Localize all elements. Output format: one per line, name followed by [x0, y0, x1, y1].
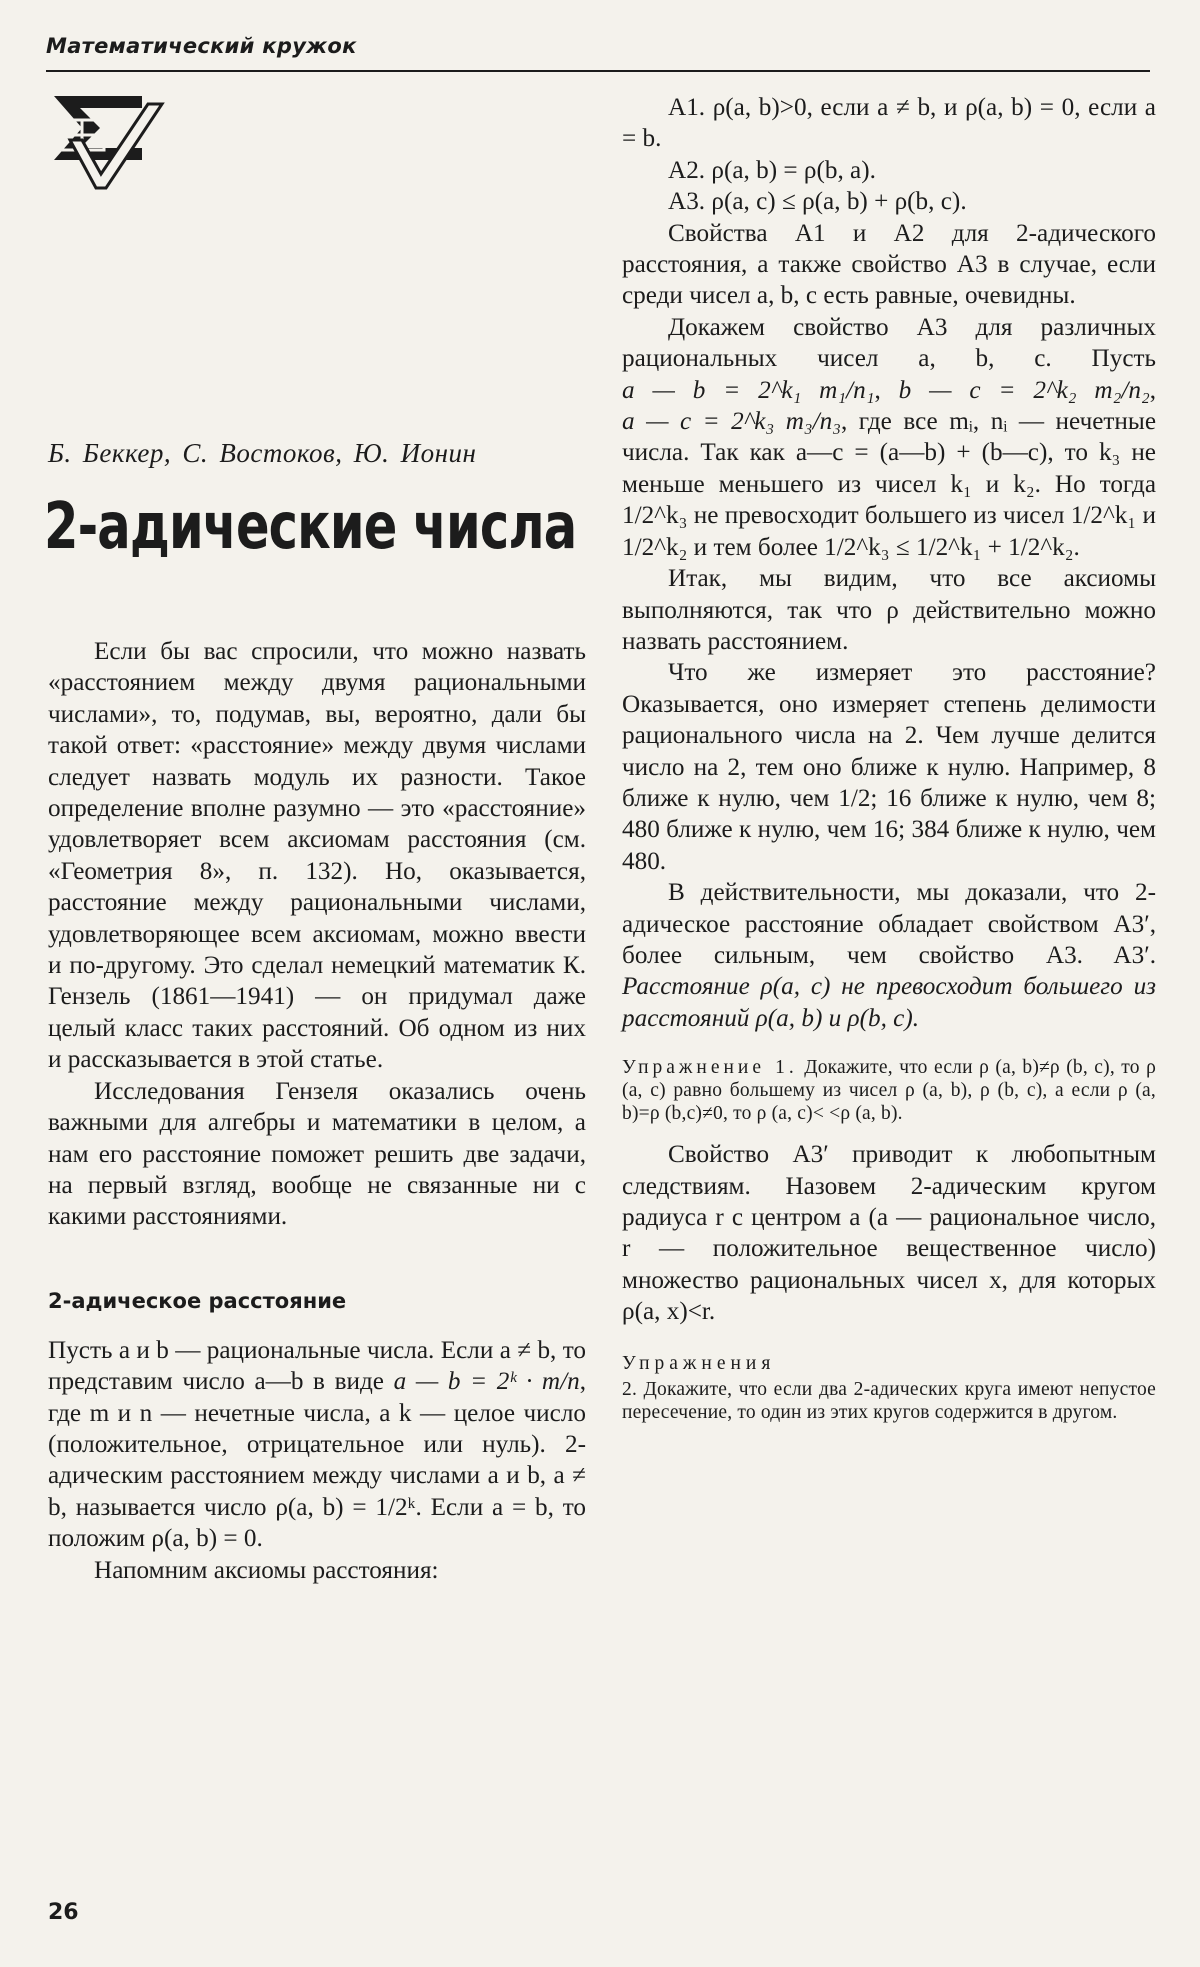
right-paragraph-2: Докажем свойство A3 для различных рациональных чисел a, b, c. Пусть a — b = 2^k₁ m₁/n₁, b — c = 2^k₂ m₂/n₂, a — c = 2^k₃ m₃/n₃, где все mᵢ, nᵢ — нечетные числа. Так как a—c = (a—b) + (b—c), то k₃ не меньше меньшего из чисел k₁ и k₂. Но тогда 1/2^k₃ не превосходит большего из чисел 1/2^k₁ и 1/2^k₂ и тем более 1/2^k₃ ≤ 1/2^k₁ + 1/2^k₂. — [622, 313, 1157, 561]
header-rule — [46, 70, 1150, 72]
distance-definition-intro: Пусть a и b — рациональные числа. Если a ≠ b, то представим число a—b в виде — [48, 1336, 586, 1396]
axiom-a3: A3. ρ(a, c) ≤ ρ(a, b) + ρ(b, c). — [668, 188, 967, 216]
right-paragraph-5 — [622, 877, 1156, 1034]
right-paragraph-1: Свойства A1 и A2 для 2-адического расстояния, а также свойство A3 в случае, если среди чисел a, b, c есть равные, очевидны. — [622, 219, 1156, 310]
page-number: 26 — [48, 1900, 79, 1925]
exercise-1-label: Упражнение 1. — [622, 1057, 798, 1079]
axiom-a2: A2. ρ(a, b) = ρ(b, a). — [668, 156, 876, 184]
formula-k1: a — b = 2^k₁ m₁/n₁ — [622, 376, 875, 404]
left-paragraph-1: Если бы вас спросили, что можно назвать «расстоянием между двумя рациональными числами», то, подумав, вы, вероятно, дали бы такой ответ: «расстояние» между двумя числами следует назвать модуль их разности. Такое определение вполне разумно — это «расстояние» удовлетворяет всем аксиомам расстояния (см. «Геометрия 8», п. 132). Но, оказывается, расстояние между рациональными числами, удовлетворяющее всем аксиомам, можно ввести и по-другому. Это сделал немецкий математик К. Гензель (1861—1941) — он придумал даже целый класс таких расстояний. Об одном из них и рассказывается в этой статье. — [48, 638, 586, 1074]
property-a3-prime-label: A3′. — [1113, 941, 1156, 969]
proof-intro: Докажем свойство A3 для различных рациональных чисел a, b, c. Пусть — [622, 313, 1156, 373]
left-paragraph-2: Исследования Гензеля оказались очень важными для алгебры и математики в целом, а нам его расстояние поможет решить две задачи, на первый взгляд, вообще не связанные ни с какими расстояниями. — [48, 1077, 586, 1231]
exercise-2: 2. Докажите, что если два 2-адических круга имеют непустое пересечение, то один из этих кругов содержится в другом. — [622, 1378, 1156, 1423]
right-column — [622, 92, 1156, 1438]
sigma-logo-icon — [50, 90, 170, 190]
axiom-a1: A1. ρ(a, b)>0, если a ≠ b, и ρ(a, b) = 0, если a = b. — [622, 94, 1156, 153]
article-title: 2-адические числа — [44, 490, 577, 564]
left-column — [48, 636, 586, 1586]
property-a3-prime-statement: Расстояние ρ(a, c) не превосходит большего из расстояний ρ(a, b) и ρ(b, c). — [622, 973, 1156, 1032]
section-header: Математический кружок — [46, 34, 357, 58]
formula-k3: a — c = 2^k₃ m₃/n₃ — [622, 408, 841, 436]
distance-formula: a — b = 2ᵏ · m/n — [393, 1368, 580, 1396]
right-paragraph-3: Итак, мы видим, что все аксиомы выполняются, так что ρ действительно можно назвать расстоянием. — [622, 565, 1156, 655]
left-paragraph-4: Напомним аксиомы расстояния: — [94, 1556, 439, 1584]
section-subheading: 2-адическое расстояние — [48, 1288, 347, 1313]
right-paragraph-4: Что же измеряет это расстояние? Оказывается, оно измеряет степень делимости рационального числа на 2. Чем лучше делится число на 2, тем оно ближе к нулю. Например, 8 ближе к нулю, чем 1/2; 16 ближе к нулю, чем 8; 480 ближе к нулю, чем 16; 384 ближе к нулю, чем 480. — [622, 659, 1156, 875]
right-paragraph-6: Свойство A3′ приводит к любопытным следствиям. Назовем 2-адическим кругом радиуса r с центром a (a — рациональное число, r — положительное вещественное число) множество рациональных чисел x, для которых ρ(a, x)<r. — [622, 1141, 1156, 1326]
proof-body: где все mᵢ, nᵢ — нечетные числа. Так как a—c = (a—b) + (b—c), то k₃ не меньше меньшего из чисел k₁ и k₂. Но тогда 1/2^k₃ не превосходит большего из чисел 1/2^k₁ и 1/2^k₂ и тем более 1/2^k₃ ≤ 1/2^k₁ + 1/2^k₂. — [622, 408, 1157, 561]
stronger-property-text: В действительности, мы доказали, что 2-адическое расстояние обладает свойством A3′, более сильным, чем свойство A3. — [622, 879, 1156, 969]
formula-k2: b — c = 2^k₂ m₂/n₂ — [898, 376, 1150, 404]
exercise-1 — [622, 1056, 1156, 1125]
article-authors: Б. Беккер, С. Востоков, Ю. Ионин — [48, 438, 477, 468]
distance-definition-rest: , где m и n — нечетные числа, a k — целое число (положительное, отрицательное или нуль). 2-адическим расстоянием между числами a и b, a ≠ b, называется число ρ(a, b) = 1/2ᵏ. Если a = b, то положим ρ(a, b) = 0. — [48, 1368, 587, 1553]
exercises-heading: Упражнения — [622, 1352, 776, 1374]
left-paragraph-3 — [48, 1335, 586, 1555]
exercise-1-text: Докажите, что если ρ (a, b)≠ρ (b, c), то ρ (a, c) равно большему из чисел ρ (a, b), ρ (b, c), а если ρ (a, b)=ρ (b,c)≠0, то ρ (a, c)< <ρ (a, b). — [622, 1057, 1156, 1125]
